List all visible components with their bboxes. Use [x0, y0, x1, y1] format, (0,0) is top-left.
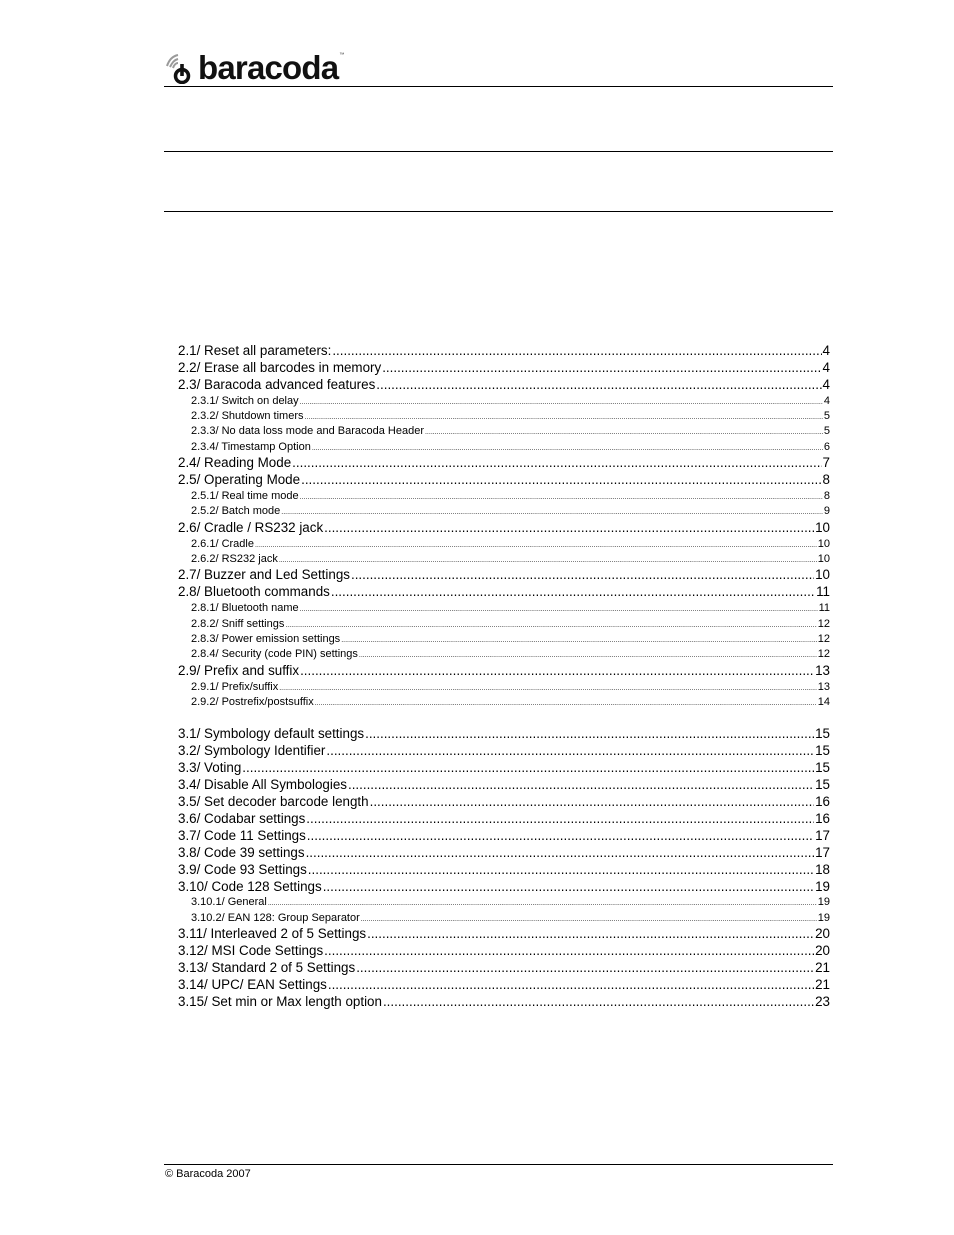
toc-dot-leader [301, 472, 821, 489]
toc-entry-title: 3.8/ Code 39 settings [178, 844, 305, 860]
toc-entry-title: 2.8.4/ Security (code PIN) settings [191, 648, 358, 661]
toc-dot-leader [425, 424, 823, 439]
toc-entry-title: 3.13/ Standard 2 of 5 Settings [178, 959, 356, 975]
toc-entry[interactable] [178, 489, 830, 504]
toc-dot-leader [281, 504, 823, 519]
toc-entry-page: 11 [818, 602, 830, 615]
toc-entry[interactable] [178, 680, 830, 695]
toc-entry-page: 21 [815, 959, 830, 975]
toc-entry[interactable] [178, 895, 830, 910]
toc-dot-leader [306, 845, 815, 862]
toc-dot-leader [341, 632, 817, 647]
toc-entry-page: 15 [815, 777, 830, 793]
toc-section-gap [178, 710, 830, 726]
toc-entry-title: 3.10/ Code 128 Settings [178, 878, 322, 894]
toc-entry-page: 6 [823, 440, 830, 453]
logo-trademark: ™ [339, 52, 345, 58]
toc-entry-page: 20 [815, 926, 830, 942]
toc-entry-title: 2.9/ Prefix and suffix [178, 662, 300, 678]
toc-entry[interactable] [178, 647, 830, 662]
toc-entry[interactable] [178, 584, 830, 601]
toc-entry-title: 2.1/ Reset all parameters: [178, 343, 332, 358]
toc-entry-title: 2.3.1/ Switch on delay [191, 394, 299, 407]
toc-entry-title: 2.3/ Baracoda advanced features [178, 376, 376, 392]
toc-entry-page: 5 [823, 425, 830, 438]
toc-entry-title: 2.5.1/ Real time mode [191, 490, 299, 503]
toc-entry[interactable] [178, 520, 830, 537]
toc-entry-title: 3.4/ Disable All Symbologies [178, 777, 347, 793]
toc-entry-title: 3.11/ Interleaved 2 of 5 Settings [178, 926, 367, 942]
toc-entry-page: 5 [823, 410, 830, 423]
toc-dot-leader [279, 680, 817, 695]
toc-dot-leader [312, 440, 823, 455]
baracoda-logo [164, 48, 344, 84]
toc-dot-leader [242, 760, 814, 777]
toc-entry-page: 14 [817, 696, 830, 709]
toc-entry[interactable] [178, 960, 830, 977]
toc-entry-title: 2.8.2/ Sniff settings [191, 617, 285, 630]
toc-entry-title: 2.8.3/ Power emission settings [191, 633, 341, 646]
toc-dot-leader [300, 489, 823, 504]
toc-dot-leader [308, 862, 814, 879]
toc-dot-leader [370, 794, 815, 811]
toc-dot-leader [292, 455, 821, 472]
toc-entry-title: 3.2/ Symbology Identifier [178, 743, 326, 759]
toc-dot-leader [279, 552, 817, 567]
toc-entry-page: 17 [815, 827, 830, 843]
toc-dot-leader [268, 895, 817, 910]
toc-dot-leader [348, 777, 814, 794]
toc-entry-page: 4 [823, 394, 830, 407]
toc-entry[interactable] [178, 343, 830, 360]
toc-dot-leader [356, 960, 814, 977]
header-rule [164, 86, 833, 87]
toc-entry-title: 2.6.2/ RS232 jack [191, 553, 278, 566]
toc-entry[interactable] [178, 663, 830, 680]
toc-entry-title: 2.3.4/ Timestamp Option [191, 440, 311, 453]
toc-entry-page: 15 [815, 726, 830, 742]
toc-entry-page: 10 [815, 519, 830, 535]
toc-entry[interactable] [178, 632, 830, 647]
table-of-contents [178, 343, 830, 1011]
toc-entry-page: 15 [815, 760, 830, 776]
toc-entry[interactable] [178, 777, 830, 794]
toc-entry[interactable] [178, 943, 830, 960]
toc-entry-title: 3.5/ Set decoder barcode length [178, 794, 369, 810]
toc-dot-leader [361, 911, 817, 926]
toc-entry-title: 2.3.2/ Shutdown timers [191, 410, 304, 423]
toc-entry-title: 2.2/ Erase all barcodes in memory [178, 359, 382, 375]
toc-section-2 [178, 343, 830, 710]
toc-entry[interactable] [178, 394, 830, 409]
toc-dot-leader [307, 828, 814, 845]
toc-entry-title: 2.5.2/ Batch mode [191, 505, 281, 518]
toc-entry[interactable] [178, 794, 830, 811]
title-rule-bottom [164, 211, 833, 212]
toc-dot-leader [365, 726, 814, 743]
toc-entry-page: 18 [815, 861, 830, 877]
toc-dot-leader [306, 811, 814, 828]
toc-entry-page: 17 [815, 844, 830, 860]
toc-entry[interactable] [178, 455, 830, 472]
toc-dot-leader [324, 943, 814, 960]
toc-entry-page: 4 [822, 343, 830, 358]
toc-entry-page: 19 [817, 911, 830, 924]
toc-dot-leader [332, 343, 821, 360]
toc-dot-leader [255, 537, 817, 552]
toc-entry-title: 3.7/ Code 11 Settings [178, 827, 306, 843]
toc-entry-page: 8 [822, 472, 830, 488]
toc-entry-page: 16 [815, 810, 830, 826]
toc-entry-page: 12 [817, 648, 830, 661]
toc-entry-title: 3.12/ MSI Code Settings [178, 943, 324, 959]
toc-entry-page: 13 [815, 662, 830, 678]
toc-dot-leader [359, 647, 817, 662]
toc-dot-leader [300, 663, 814, 680]
toc-entry[interactable] [178, 504, 830, 519]
toc-entry-page: 13 [817, 680, 830, 693]
toc-entry-page: 10 [815, 567, 830, 583]
toc-dot-leader [383, 994, 814, 1011]
toc-entry-page: 10 [817, 553, 830, 566]
toc-entry-title: 3.9/ Code 93 Settings [178, 861, 307, 877]
toc-entry-page: 8 [823, 490, 830, 503]
toc-entry[interactable] [178, 994, 830, 1011]
toc-entry[interactable] [178, 743, 830, 760]
toc-entry[interactable] [178, 977, 830, 994]
toc-entry-title: 3.14/ UPC/ EAN Settings [178, 976, 327, 992]
toc-entry[interactable] [178, 440, 830, 455]
toc-entry-page: 12 [817, 633, 830, 646]
toc-entry-title: 2.4/ Reading Mode [178, 455, 292, 471]
toc-entry[interactable] [178, 360, 830, 377]
toc-dot-leader [331, 584, 815, 601]
toc-entry[interactable] [178, 879, 830, 896]
toc-dot-leader [351, 567, 814, 584]
toc-dot-leader [305, 409, 823, 424]
title-rule-top [164, 151, 833, 152]
toc-entry-title: 3.10.1/ General [191, 896, 267, 909]
toc-dot-leader [300, 394, 823, 409]
toc-entry-title: 3.15/ Set min or Max length option [178, 993, 382, 1009]
toc-entry[interactable] [178, 567, 830, 584]
toc-entry-page: 23 [815, 993, 830, 1009]
toc-entry-page: 9 [823, 505, 830, 518]
toc-entry[interactable] [178, 926, 830, 943]
toc-entry-page: 16 [815, 794, 830, 810]
toc-entry[interactable] [178, 828, 830, 845]
toc-dot-leader [285, 617, 816, 632]
toc-dot-leader [367, 926, 814, 943]
toc-entry-page: 11 [816, 584, 830, 600]
toc-section-3 [178, 726, 830, 1010]
toc-entry[interactable] [178, 845, 830, 862]
toc-entry[interactable] [178, 424, 830, 439]
toc-dot-leader [315, 695, 817, 710]
footer-rule [164, 1164, 833, 1165]
toc-entry[interactable] [178, 472, 830, 489]
toc-entry[interactable] [178, 617, 830, 632]
toc-entry[interactable] [178, 726, 830, 743]
toc-entry[interactable] [178, 695, 830, 710]
toc-entry[interactable] [178, 537, 830, 552]
toc-entry-page: 4 [822, 359, 830, 375]
toc-entry-page: 4 [822, 376, 830, 392]
toc-entry-title: 3.3/ Voting [178, 760, 242, 776]
toc-entry-page: 19 [815, 878, 830, 894]
toc-entry[interactable] [178, 377, 830, 394]
toc-dot-leader [323, 879, 814, 896]
toc-entry[interactable] [178, 760, 830, 777]
toc-entry-title: 2.6/ Cradle / RS232 jack [178, 519, 324, 535]
toc-entry-page: 12 [817, 617, 830, 630]
toc-entry-title: 2.6.1/ Cradle [191, 537, 254, 550]
toc-dot-leader [326, 743, 814, 760]
toc-entry-title: 2.7/ Buzzer and Led Settings [178, 567, 350, 583]
toc-entry-page: 10 [817, 537, 830, 550]
toc-entry-title: 2.9.1/ Prefix/suffix [191, 680, 279, 693]
toc-entry-title: 2.3.3/ No data loss mode and Baracoda Header [191, 425, 424, 438]
toc-entry-page: 15 [815, 743, 830, 759]
toc-entry[interactable] [178, 811, 830, 828]
toc-entry-title: 2.5/ Operating Mode [178, 472, 301, 488]
toc-entry-page: 21 [815, 976, 830, 992]
toc-dot-leader [324, 520, 814, 537]
toc-entry-title: 2.8/ Bluetooth commands [178, 584, 330, 600]
toc-entry[interactable] [178, 409, 830, 424]
footer-copyright: © Baracoda 2007 [165, 1168, 251, 1180]
toc-entry-page: 20 [815, 943, 830, 959]
toc-entry[interactable] [178, 862, 830, 879]
toc-entry-title: 3.10.2/ EAN 128: Group Separator [191, 911, 360, 924]
toc-entry-title: 2.8.1/ Bluetooth name [191, 602, 299, 615]
toc-entry-title: 3.1/ Symbology default settings [178, 726, 365, 742]
toc-dot-leader [300, 601, 818, 616]
toc-entry[interactable] [178, 552, 830, 567]
logo-wordmark: baracoda [198, 49, 339, 86]
toc-dot-leader [328, 977, 814, 994]
toc-entry[interactable] [178, 601, 830, 616]
toc-entry-page: 19 [817, 896, 830, 909]
toc-entry[interactable] [178, 911, 830, 926]
toc-dot-leader [376, 377, 821, 394]
toc-entry-title: 3.6/ Codabar settings [178, 810, 306, 826]
toc-entry-page: 7 [822, 455, 830, 471]
toc-entry-title: 2.9.2/ Postrefix/postsuffix [191, 696, 314, 709]
baracoda-logo-icon [164, 52, 196, 84]
toc-dot-leader [382, 360, 821, 377]
